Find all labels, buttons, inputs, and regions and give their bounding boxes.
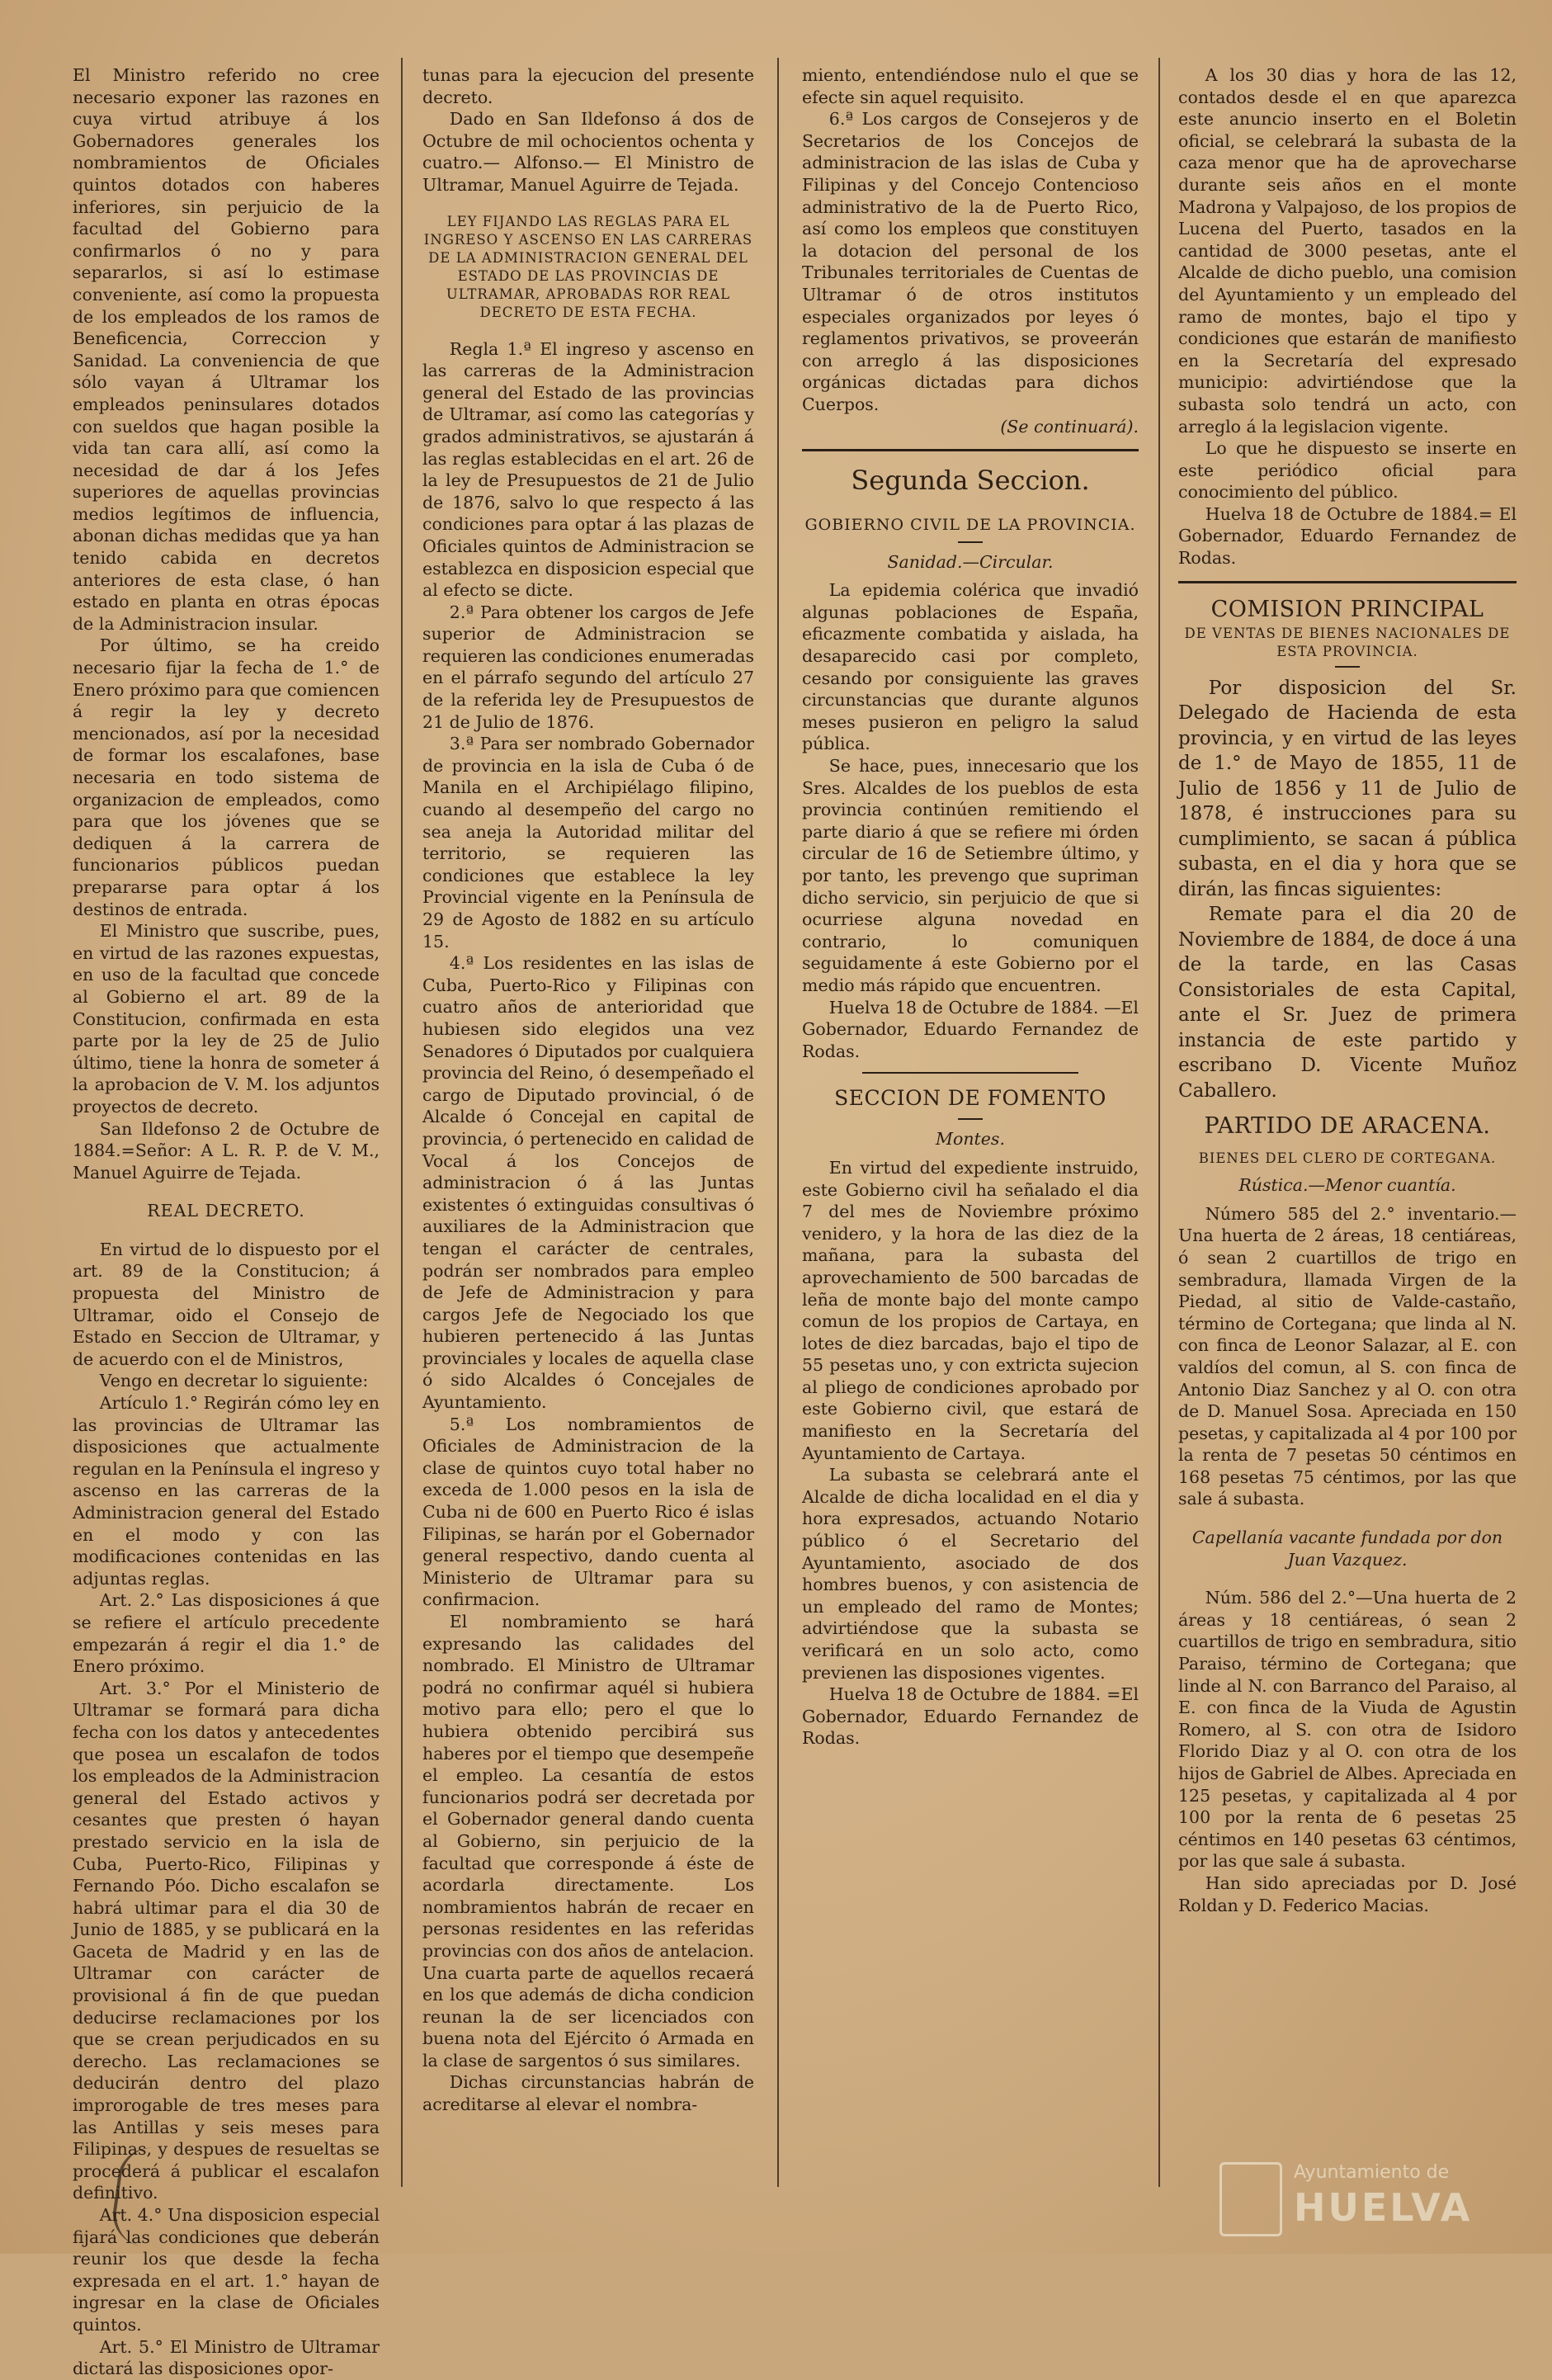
watermark-line2: HUELVA <box>1294 2185 1473 2230</box>
subsection-title: GOBIERNO CIVIL DE LA PROVINCIA. <box>804 516 1136 535</box>
section-title: COMISION PRINCIPAL <box>1210 596 1484 622</box>
paragraph: Art. 2.° Las disposiciones á que se refiere el artículo precedente empezarán á regir el dia 1.° de Enero próximo. <box>73 1590 380 1677</box>
continuation-note: (Se continuará). <box>1000 416 1139 437</box>
divider <box>958 1118 983 1120</box>
paragraph: Art. 3.° Por el Ministerio de Ultramar se formará para dicha fecha con los datos y antecedentes que posea un escalafon de todos los empleados de la Administracion general del Estado activos y cesantes que presten ó hayan prestado servicio en la isla de Cuba, Puerto-Rico, Filipinas y Fernando Póo. Dicho escalafon se habrá ultimar para el dia 30 de Junio de 1885, y se publicará en la Gaceta de Madrid y en las de Ultramar con carácter de provisional á fin de que puedan deducirse reclamaciones por los que se crean perjudicados en su derecho. Las reclamaciones se deducirán dentro del plazo improrogable de tres meses para las Antillas y seis meses para Filipinas, y despues de resueltas se procederá á publicar el escalafon definitivo. <box>73 1678 380 2203</box>
subsection-title: Rústica.—Menor cuantía. <box>1238 1175 1456 1196</box>
paragraph: Se hace, pues, innecesario que los Sres. Alcaldes de los pueblos de esta provincia continúen remitiendo el parte diario á que se refiere mi órden circular de 16 de Setiembre último, y por tanto, les prevengo que supriman dicho servicio, sin perjuicio de que si ocurriese alguna novedad en contrario, lo comuniquen seguidamente á este Gobierno por el medio más rápido que encuentren. <box>802 756 1139 995</box>
paragraph: 6.ª Los cargos de Consejeros y de Secretarios de los Concejos de administracion de las islas de Cuba y Filipinas y del Concejo Contencioso administrativo de la de Puerto Rico, así como los empleos que constituyen la dotacion del personal de los Tribunales territoriales de Cuentas de Ultramar ó de otros institutos especiales organizados por leyes ó reglamentos privativos, se proveerán con arreglo á las disposiciones orgánicas dictadas para dichos Cuerpos. <box>802 109 1139 414</box>
paragraph: Dichas circunstancias habrán de acreditarse al elevar el nombra- <box>422 2072 754 2115</box>
paragraph: miento, entendiéndose nulo el que se efecte sin aquel requisito. <box>802 65 1139 107</box>
subsection-title: Montes. <box>936 1129 1005 1150</box>
shield-icon <box>1219 2162 1282 2236</box>
paragraph: Han sido apreciadas por D. José Roldan y D. Federico Macias. <box>1178 1872 1517 1915</box>
divider <box>802 449 1139 451</box>
watermark-line1: Ayuntamiento de <box>1294 2162 1450 2183</box>
paragraph: Núm. 586 del 2.°—Una huerta de 2 áreas y 18 centiáreas, ó sean 2 cuartillos de trigo en sembradura, sitio Paraiso, término de Cortegana; que linde al N. con Barranco del Paraiso, al E. con finca de la Viuda de Agustin Romero, al S. con otra de Isidoro Florido Diaz y al O. con otra de los hijos de Gabriel de Albes. Apreciada en 125 pesetas, y capitalizada al 4 por 100 por la renta de 6 pesetas 25 céntimos en 140 pesetas 63 céntimos, por las que sale á subasta. <box>1178 1588 1517 1872</box>
subsection-title: BIENES DEL CLERO DE CORTEGANA. <box>1198 1150 1497 1167</box>
column-rule <box>1158 58 1160 2187</box>
watermark-logo <box>1219 2162 1500 2236</box>
paragraph: tunas para la ejecucion del presente decreto. <box>422 65 754 107</box>
paragraph: Dado en San Ildefonso á dos de Octubre de mil ochocientos ochenta y cuatro.— Alfonso.— El Ministro de Ultramar, Manuel Aguirre de Tejada. <box>422 109 754 195</box>
paragraph: El Ministro que suscribe, pues, en virtud de las razones expuestas, en uso de la facultad que concede al Gobierno el art. 89 de la Constitucion, confirmada en esta parte por la ley de 25 de Julio último, tiene la honra de someter á la aprobacion de V. M. los adjuntos proyectos de decreto. <box>73 921 380 1117</box>
section-heading: LEY FIJANDO LAS REGLAS PARA EL INGRESO Y ASCENSO EN LAS CARRERAS DE LA ADMINISTRACION GENERAL DEL ESTADO DE LAS PROVINCIAS DE ULTRAMAR, APROBADAS ROR REAL DECRETO DE ESTA FECHA. <box>423 213 753 320</box>
divider <box>862 1072 1078 1074</box>
paragraph: A los 30 dias y hora de las 12, contados desde el en que aparezca este anuncio inserto en el Boletin oficial, se celebrará la subasta de la caza menor que ha de aprovecharse durante seis años en el monte Madrona y Valpajoso, de los propios de Lucena del Puerto, tasados en la cantidad de 3000 pesetas, ante el Alcalde de dicho pueblo, una comision del Ayuntamiento y un empleado del ramo de montes, bajo el tipo y condiciones que estarán de manifiesto en la Secretaría del expresado municipio: advirtiéndose que la subasta solo tendrá un acto, con arreglo á la legislacion vigente. <box>1178 65 1517 437</box>
column-3 <box>802 64 1139 2177</box>
section-title: PARTIDO DE ARACENA. <box>1204 1113 1491 1140</box>
section-subtitle: DE VENTAS DE BIENES NACIONALES DE ESTA PROVINCIA. <box>1184 625 1511 659</box>
paragraph: Vengo en decretar lo siguiente: <box>99 1371 369 1391</box>
column-rule <box>401 58 403 2187</box>
paragraph: Huelva 18 de Octubre de 1884. =El Gobernador, Eduardo Fernandez de Rodas. <box>802 1684 1139 1749</box>
paragraph: Huelva 18 de Octubre de 1884.= El Gobernador, Eduardo Fernandez de Rodas. <box>1178 503 1517 569</box>
subsection-title: Capellanía vacante fundada por don Juan Vazquez. <box>1191 1528 1503 1570</box>
paragraph: Remate para el dia 20 de Noviembre de 1884, de doce á una de la tarde, en las Casas Consistoriales de esta Capital, ante el Sr. Juez de primera instancia de este partido y escribano D. Vicente Muñoz Caballero. <box>1178 904 1517 1102</box>
paragraph: Lo que he dispuesto se inserte en este periódico oficial para conocimiento del público. <box>1178 438 1517 503</box>
section-title: Segunda Seccion. <box>851 465 1090 497</box>
paragraph: 5.ª Los nombramientos de Oficiales de Administracion de la clase de quintos cuyo total haber no exceda de 1.000 pesos en la isla de Cuba ni de 600 en Puerto Rico é islas Filipinas, se harán por el Gobernador general respectivo, dando cuenta al Ministerio de Ultramar para su confirmacion. <box>422 1414 754 1610</box>
paragraph: Art. 4.° Una disposicion especial fijará las condiciones que deberán reunir los que desde la fecha expresada en el art. 1.° hayan de ingresar en la clase de Oficiales quintos. <box>73 2205 380 2335</box>
paragraph: El Ministro referido no cree necesario exponer las razones en cuya virtud atribuye á los Gobernadores generales los nombramientos de Oficiales quintos dotados con haberes inferiores, sin perjuicio de la facultad del Gobierno para confirmarlos ó no y para separarlos, si así lo estimase conveniente, así como la propuesta de los empleados de los ramos de Beneficencia, Correccion y Sanidad. La conveniencia de que sólo vayan á Ultramar los empleados peninsulares dotados con sueldos que hagan posible la vida tan cara allí, así como la necesidad de dar á los Jefes superiores de aquellas provincias medios legítimos de influencia, abonan dichas medidas que ya han tenido cabida en decretos anteriores de esta clase, ó han estado en planta en otras épocas de la Administracion insular. <box>73 65 380 634</box>
paragraph: En virtud del expediente instruido, este Gobierno civil ha señalado el dia 7 del mes de Noviembre próximo venidero, y la hora de las diez de la mañana, para la subasta del aprovechamiento de 500 barcadas de leña de monte bajo del monte campo comun de los propios de Cartaya, en lotes de diez barcadas, bajo el tipo de 55 pesetas uno, y con extricta sujecion al pliego de condiciones aprobado por este Gobierno civil, que estará de manifiesto en la Secretaría del Ayuntamiento de Cartaya. <box>802 1157 1139 1463</box>
column-2 <box>422 64 754 2177</box>
paragraph: La epidemia colérica que invadió algunas poblaciones de España, eficazmente combatida y aislada, ha desaparecido casi por completo, cesando por consiguiente las graves circunstancias que durante algunos meses pusieron en peligro la salud pública. <box>802 580 1139 754</box>
paragraph: San Ildefonso 2 de Octubre de 1884.=Señor: A L. R. P. de V. M., Manuel Aguirre de Tejada. <box>73 1118 380 1183</box>
paragraph: Artículo 1.° Regirán cómo ley en las provincias de Ultramar las disposiciones que actualmente regulan en la Península el ingreso y ascenso en las carreras de la Administracion general del Estado en el modo y con las modificaciones contenidas en las adjuntas reglas. <box>73 1393 380 1589</box>
paragraph: La subasta se celebrará ante el Alcalde de dicha localidad en el dia y hora expresados, actuando Notario público ó el Secretario del Ayuntamiento, asociado de dos hombres buenos, y con asistencia de un empleado del ramo de Montes; advirtiéndose que la subasta se verificará en un solo acto, como previenen las disposiones vigentes. <box>802 1465 1139 1683</box>
section-title: SECCION DE FOMENTO <box>834 1086 1106 1111</box>
divider <box>1178 581 1517 583</box>
paragraph: Huelva 18 de Octubre de 1884. —El Gobernador, Eduardo Fernandez de Rodas. <box>802 997 1139 1061</box>
paragraph: Regla 1.ª El ingreso y ascenso en las carreras de la Administracion general del Estado de las provincias de Ultramar, así como las categorías y grados administrativos, se ajustarán á las reglas establecidas en el art. 26 de la ley de Presupuestos de 21 de Julio de 1876, salvo lo que respecto á las condiciones para optar á las plazas de Oficiales quintos de Administracion se establezca en disposicion especial que al efecto se dicte. <box>422 338 754 601</box>
paragraph: 3.ª Para ser nombrado Gobernador de provincia en la isla de Cuba ó de Manila en el Archipiélago filipino, cuando al desempeño del cargo no sea aneja la Autoridad militar del territorio, se requieren las condiciones que establece la ley Provincial vigente en la Península de 29 de Agosto de 1882 en su artículo 15. <box>422 734 754 952</box>
divider <box>958 541 983 543</box>
divider <box>1335 666 1360 668</box>
column-4 <box>1178 64 1517 2177</box>
paragraph: El nombramiento se hará expresando las calidades del nombrado. El Ministro de Ultramar podrá no confirmar aquél si hubiera motivo para ello; pero el que lo hubiera obtenido percibirá sus haberes por el tiempo que desempeñe el empleo. La cesantía de estos funcionarios podrá ser decretada por el Gobernador general dando cuenta al Gobierno, sin perjuicio de la facultad que corresponde á éste de acordarla directamente. Los nombramientos habrán de recaer en personas residentes en las referidas provincias con dos años de antelacion. Una cuarta parte de aquellos recaerá en los que además de dicha condicion reunan la de ser licenciados con buena nota del Ejército ó Armada en la clase de sargentos ó sus similares. <box>422 1612 754 2071</box>
subsection-title: Sanidad.—Circular. <box>887 551 1054 572</box>
paragraph: Número 585 del 2.° inventario.— Una huerta de 2 áreas, 18 centiáreas, ó sean 2 cuartillos de trigo en sembradura, llamada Virgen de la Piedad, al sitio de Valde-castaño, término de Cortegana; que linda al N. con finca de Leonor Salazar, al E. con valdíos del comun, al S. con finca de Antonio Diaz Sanchez y al O. con otra de D. Manuel Sosa. Apreciada en 150 pesetas, y capitalizada al 4 por 100 por la renta de 7 pesetas 50 céntimos en 168 pesetas 75 céntimos, por las que sale á subasta. <box>1178 1203 1517 1509</box>
column-1 <box>73 64 380 2379</box>
paragraph: En virtud de lo dispuesto por el art. 89 de la Constitucion; á propuesta del Ministro de Ultramar, oido el Consejo de Estado en Seccion de Ultramar, y de acuerdo con el de Ministros, <box>73 1239 380 1369</box>
paragraph: 4.ª Los residentes en las islas de Cuba, Puerto-Rico y Filipinas con cuatro años de anterioridad que hubiesen sido elegidos una vez Senadores ó Diputados por cualquiera provincia del Reino, ó desempeñado el cargo de Diputado provincial, ó de Alcalde ó Concejal en capital de provincia, ó pertenecido en calidad de Vocal á los Concejos de administracion ó á las Juntas existentes ó extinguidas consultivas ó auxiliares de la Administracion que tengan el carácter de centrales, podrán ser nombrados para empleo de Jefe de Administracion y para cargos Jefe de Negociado los que hubieren pertenecido á las Juntas provinciales y locales de aquella clase ó sido Alcaldes ó Concejales de Ayuntamiento. <box>422 953 754 1413</box>
section-heading: REAL DECRETO. <box>147 1201 305 1221</box>
paragraph: Por disposicion del Sr. Delegado de Hacienda de esta provincia, y en virtud de las leyes de 1.° de Mayo de 1855, 11 de Julio de 1856 y 11 de Julio de 1878, é instrucciones para su cumplimiento, se sacan á pública subasta, en el dia y hora que se dirán, las fincas siguientes: <box>1178 677 1517 900</box>
paragraph: Por último, se ha creido necesario fijar la fecha de 1.° de Enero próximo para que comiencen á regir la ley y decreto mencionados, así por la necesidad de formar los escalafones, base necesaria en todo sistema de organizacion de empleados, como para que los jóvenes que se dediquen á la carrera de funcionarios públicos puedan prepararse para optar á los destinos de entrada. <box>73 635 380 919</box>
column-rule <box>777 58 779 2187</box>
paragraph: 2.ª Para obtener los cargos de Jefe superior de Administracion se requieren las condiciones enumeradas en el párrafo segundo del artículo 27 de la referida ley de Presupuestos de 21 de Julio de 1876. <box>422 602 754 732</box>
paragraph: Art. 5.° El Ministro de Ultramar dictará las disposiciones opor- <box>73 2336 380 2379</box>
